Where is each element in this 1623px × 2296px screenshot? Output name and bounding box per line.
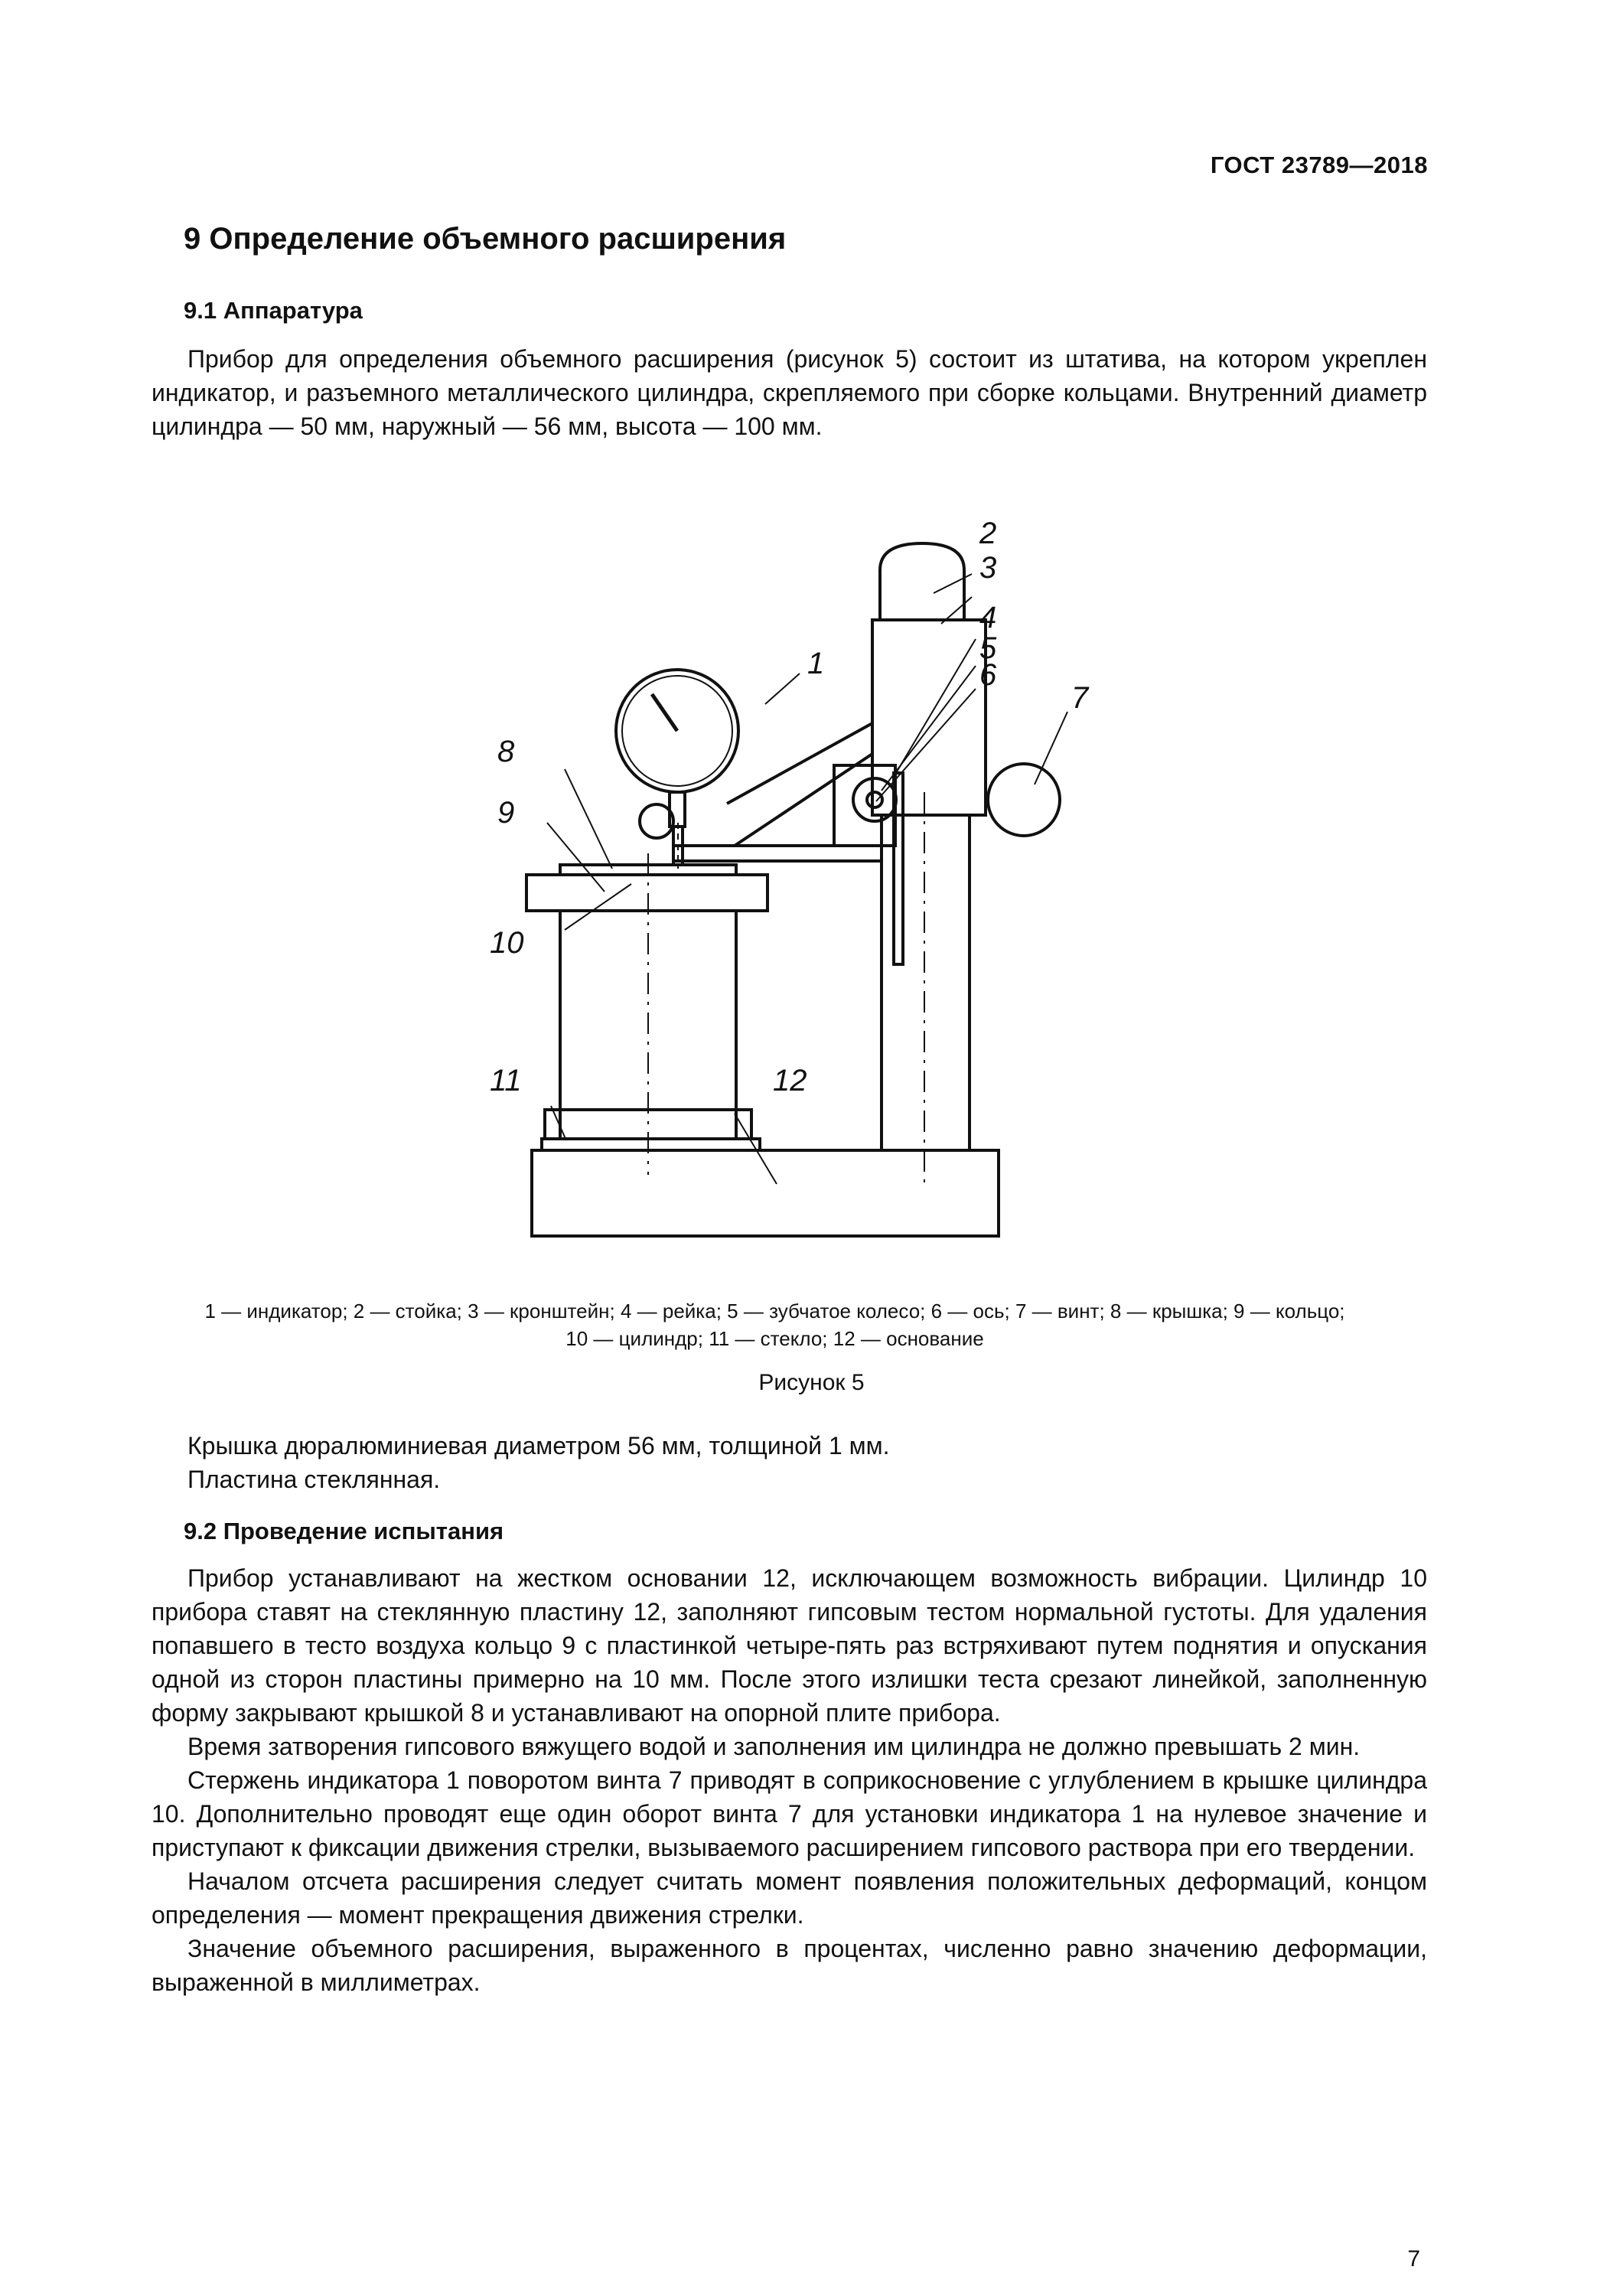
label-5: 5 (979, 631, 997, 665)
figure-legend-line-1: 1 — индикатор; 2 — стойка; 3 — кронштейн; 4 — рейка; 5 — зубчатое колесо; 6 — ось; 7 — винт; 8 — крышка; 9 — кольцо; (204, 1300, 1345, 1322)
after-figure-line-2: Пластина стеклянная. (187, 1466, 441, 1493)
paragraph-p1: Прибор устанавливают на жестком основании 12, исключающем возможность вибрации. Цилиндр 10 прибора ставят на стеклянную пластину 12, заполняют гипсовым тестом нормальной густоты. Для удаления попавшего в тесто воздуха кольцо 9 с пластинкой четыре-пять раз встряхивают путем поднятия и опускания одной из сторон пластины примерно на 10 мм. После этого излишки теста срезают линейкой, заполненную форму закрывают крышкой 8 и устанавливают на опорной плите прибора. (152, 1564, 1427, 1727)
figure-legend-line-2: 10 — цилиндр; 11 — стекло; 12 — основание (565, 1327, 984, 1350)
subsection-title-9-2: 9.2 Проведение испытания (184, 1518, 504, 1544)
label-11: 11 (490, 1064, 522, 1097)
glass-plate (542, 1139, 760, 1150)
ring (526, 875, 768, 911)
rack (894, 773, 903, 964)
after-figure-line-1: Крышка дюралюминиевая диаметром 56 мм, толщиной 1 мм. (187, 1432, 890, 1459)
label-3: 3 (979, 551, 997, 585)
after-figure-text (152, 1429, 1427, 1496)
label-6: 6 (979, 658, 997, 692)
label-4: 4 (979, 601, 997, 634)
indicator-needle (652, 694, 677, 731)
paragraph-p3: Стержень индикатора 1 поворотом винта 7 приводят в соприкосновение с углублением в крышке цилиндра 10. Дополнительно проводят еще один оборот винта 7 для установки индикатора 1 на нулевое значение и приступают к фиксации движения стрелки, вызываемого расширением гипсового раствора при его твердении. (152, 1766, 1427, 1861)
document-code: ГОСТ 23789—2018 (1210, 152, 1428, 178)
gear-housing (834, 765, 895, 846)
figure-legend (115, 1297, 1435, 1352)
apparatus-drawing (413, 501, 1209, 1267)
figure-caption: Рисунок 5 (758, 1370, 865, 1395)
base-plate (532, 1150, 999, 1236)
label-1: 1 (807, 647, 825, 680)
label-10: 10 (490, 926, 524, 960)
test-procedure-text (152, 1561, 1427, 1999)
paragraph-p2: Время затворения гипсового вяжущего водой и заполнения им цилиндра не должно превышать 2 мин. (187, 1733, 1361, 1760)
page-number: 7 (1407, 2246, 1420, 2272)
label-2: 2 (979, 517, 997, 550)
paragraph-apparatus-text: Прибор для определения объемного расширения (рисунок 5) состоит из штатива, на котором укреплен индикатор, и разъемного металлического цилиндра, скрепляемого при сборке кольцами. Внутренний диаметр цилиндра — 50 мм, наружный — 56 мм, высота — 100 мм. (152, 345, 1427, 440)
figure-5 (413, 501, 1209, 1267)
paragraph-p5: Значение объемного расширения, выраженного в процентах, численно равно значению деформации, выраженной в миллиметрах. (152, 1935, 1427, 1996)
axle (867, 792, 882, 807)
label-8: 8 (497, 735, 515, 768)
paragraph-p4: Началом отсчета расширения следует считать момент появления положительных деформаций, концом определения — момент прекращения движения стрелки. (152, 1867, 1427, 1929)
stand-top (880, 543, 964, 620)
label-7: 7 (1071, 681, 1089, 715)
label-9: 9 (497, 796, 515, 830)
label-12: 12 (773, 1064, 807, 1097)
subsection-title-9-1: 9.1 Аппаратура (184, 297, 363, 324)
screw-knob (988, 764, 1060, 836)
section-title: 9 Определение объемного расширения (184, 222, 787, 256)
paragraph-apparatus (152, 342, 1427, 443)
